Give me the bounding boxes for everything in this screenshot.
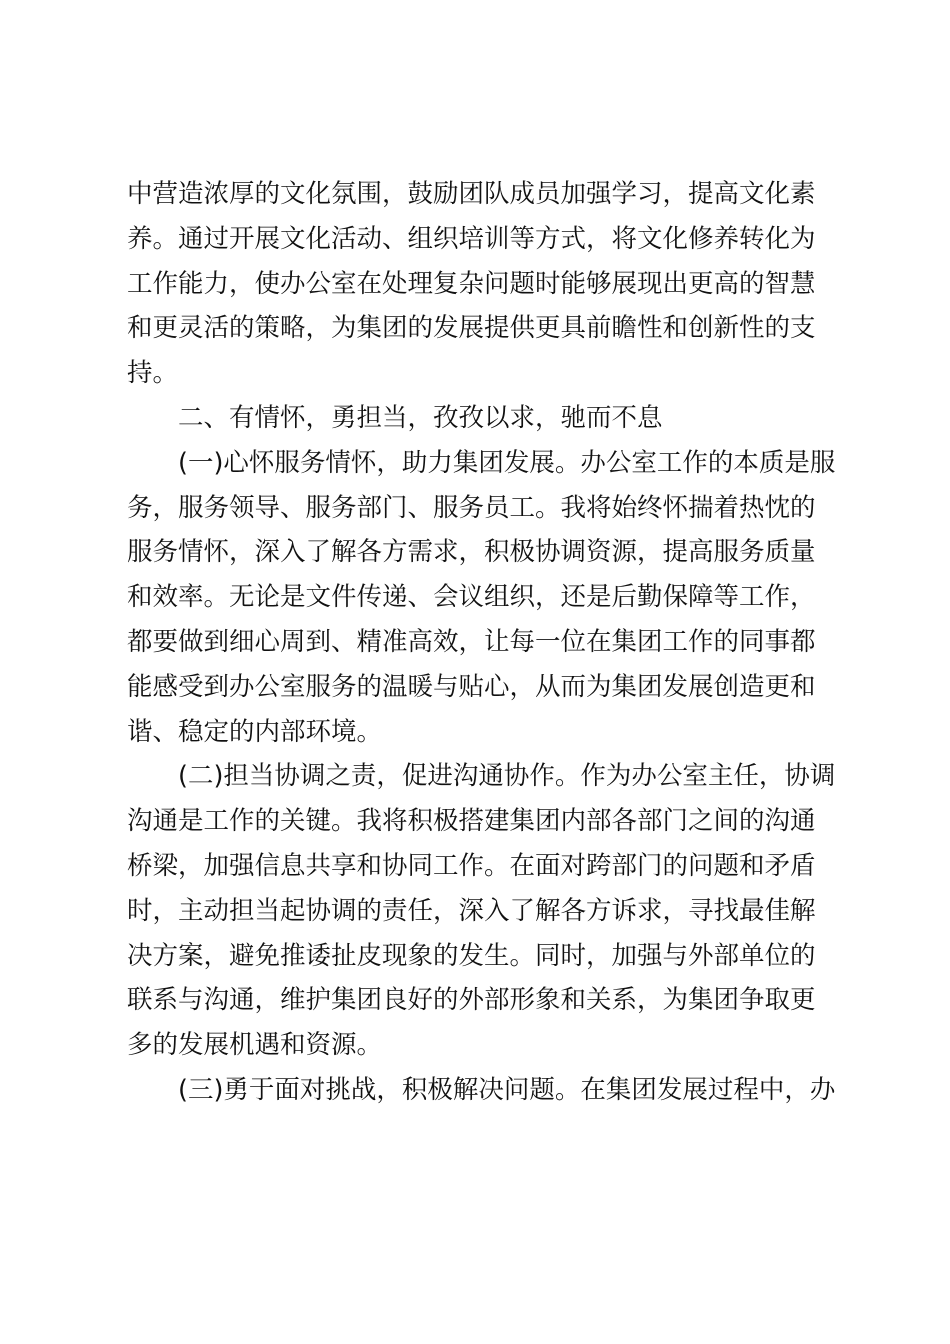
paragraph-2-2 bbox=[127, 754, 836, 1068]
text-line: 服务情怀，深入了解各方需求，积极协调资源，提高服务质量 bbox=[127, 537, 816, 568]
text-line: 养。通过开展文化活动、组织培训等方式，将文化修养转化为 bbox=[127, 223, 816, 254]
document-body bbox=[127, 172, 836, 1113]
text-line: 决方案，避免推诿扯皮现象的发生。同时，加强与外部单位的 bbox=[127, 940, 816, 971]
text-line: 联系与沟通，维护集团良好的外部形象和关系，为集团争取更 bbox=[127, 985, 816, 1016]
text-line: 中营造浓厚的文化氛围，鼓励团队成员加强学习，提高文化素 bbox=[127, 179, 816, 209]
paragraph-2-1 bbox=[127, 441, 836, 755]
text-line: 和效率。无论是文件传递、会议组织，还是后勤保障等工作， bbox=[127, 582, 816, 613]
text-line: 时，主动担当起协调的责任，深入了解各方诉求，寻找最佳解 bbox=[127, 895, 816, 926]
text-line: 工作能力，使办公室在处理复杂问题时能够展现出更高的智慧 bbox=[127, 268, 816, 299]
text-line: (二)担当协调之责，促进沟通协作。作为办公室主任，协调 bbox=[178, 761, 836, 792]
text-line: 务，服务领导、服务部门、服务员工。我将始终怀揣着热忱的 bbox=[127, 492, 816, 523]
paragraph-intro-continued bbox=[127, 172, 823, 396]
text-line: 桥梁，加强信息共享和协同工作。在面对跨部门的问题和矛盾 bbox=[127, 850, 816, 881]
text-line: (三)勇于面对挑战，积极解决问题。在集团发展过程中，办 bbox=[178, 1074, 836, 1105]
section-heading-2 bbox=[127, 396, 823, 441]
text-line: 谐、稳定的内部环境。 bbox=[127, 716, 383, 747]
text-line: (一)心怀服务情怀，助力集团发展。办公室工作的本质是服 bbox=[178, 447, 836, 478]
text-line: 持。 bbox=[127, 358, 179, 389]
text-line: 多的发展机遇和资源。 bbox=[127, 1030, 383, 1061]
paragraph-2-3 bbox=[127, 1068, 836, 1113]
text-line: 沟通是工作的关键。我将积极搭建集团内部各部门之间的沟通 bbox=[127, 806, 816, 837]
text-line: 都要做到细心周到、精准高效，让每一位在集团工作的同事都 bbox=[127, 626, 816, 657]
heading-text: 二、有情怀，勇担当，孜孜以求，驰而不息 bbox=[178, 402, 663, 433]
text-line: 能感受到办公室服务的温暖与贴心，从而为集团发展创造更和 bbox=[127, 671, 816, 702]
text-line: 和更灵活的策略，为集团的发展提供更具前瞻性和创新性的支 bbox=[127, 313, 816, 344]
